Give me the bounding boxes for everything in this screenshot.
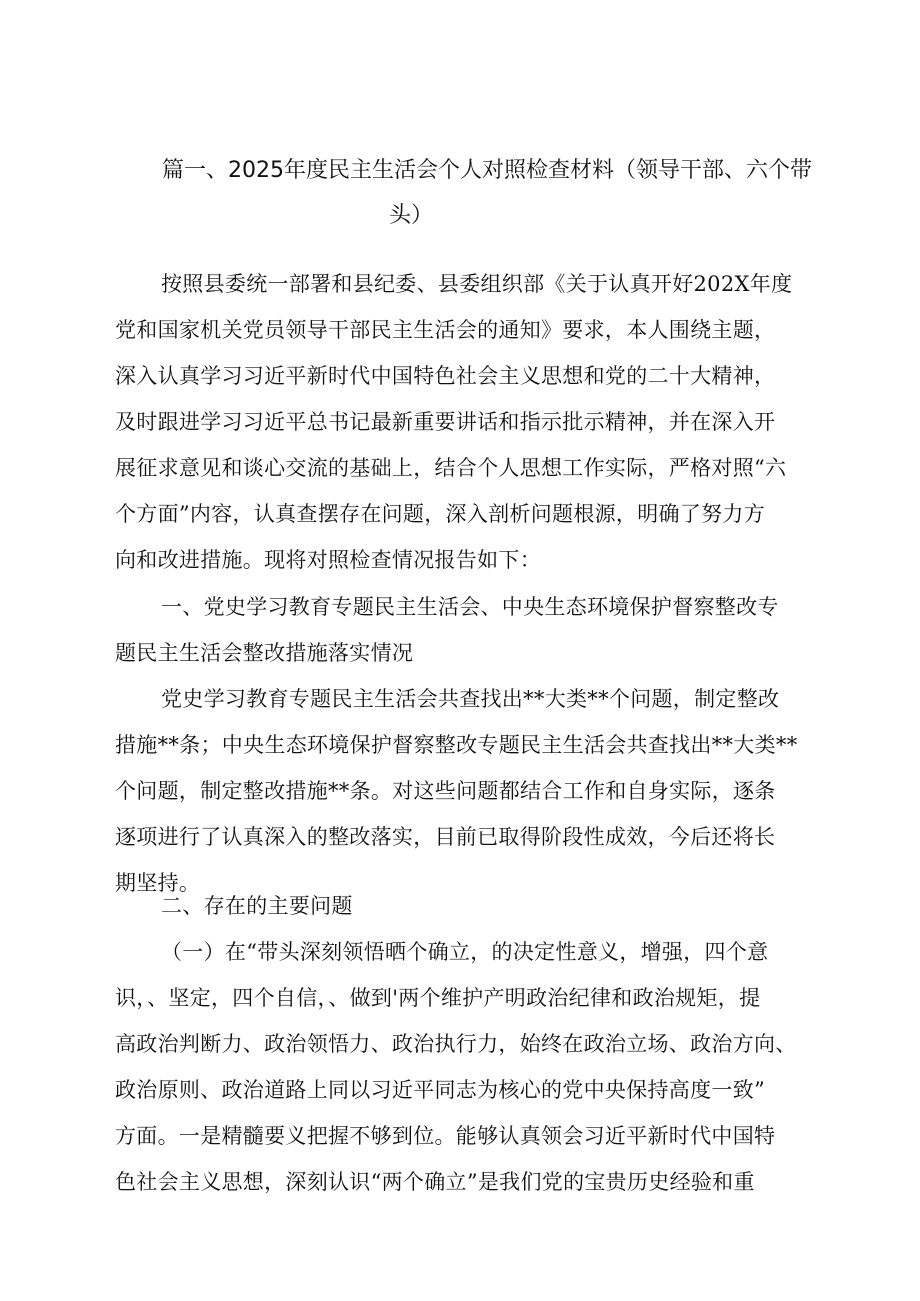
section-1-heading-line: 一、党史学习教育专题民主生活会、中央生态环境保护督察整改专	[161, 595, 779, 619]
section-2-heading-line: 二、存在的主要问题	[161, 894, 353, 918]
intro-line: 及时跟进学习习近平总书记最新重要讲话和指示批示精神，并在深入开	[115, 410, 776, 434]
section-1-line: 个问题，制定整改措施**条。对这些问题都结合工作和自身实际，逐条	[115, 779, 776, 803]
section-2-paragraph	[115, 929, 845, 1205]
section-2-line: 高政治判断力、政治领悟力、政治执行力，始终在政治立场、政治方向、	[115, 1032, 797, 1056]
intro-line: 党和国家机关党员领导干部民主生活会的通知》要求，本人围绕主题，	[115, 318, 776, 342]
section-2-line: 政治原则、政治道路上同以习近平同志为核心的党中央保持高度一致”	[115, 1078, 766, 1102]
section-2-line: 识，、坚定，四个自信，、做到'两个维护产明政治纪律和政治规矩，提	[115, 986, 761, 1010]
section-2-line: （一）在“带头深刻领悟晒个确立，的决定性意义，增强，四个意	[161, 940, 769, 964]
title-line-1: 篇一、2025年度民主生活会个人对照检查材料（领导干部、六个带	[162, 158, 812, 183]
title-line-2: 头）	[389, 203, 434, 228]
section-1-heading-line: 题民主生活会整改措施落实情况	[115, 641, 414, 665]
intro-line: 向和改进措施。现将对照检查情况报告如下：	[115, 548, 541, 572]
intro-paragraph	[115, 261, 845, 583]
document-title	[162, 148, 852, 238]
section-1-line: 逐项进行了认真深入的整改落实，目前已取得阶段性成效，今后还将长	[115, 825, 776, 849]
intro-line: 个方面”内容，认真查摆存在问题，深入剖析问题根源，明确了努力方	[115, 502, 766, 526]
intro-line: 深入认真学习习近平新时代中国特色社会主义思想和党的二十大精神，	[115, 364, 776, 388]
intro-line: 展征求意见和谈心交流的基础上，结合个人思想工作实际，严格对照“六	[115, 456, 787, 480]
section-2-heading	[115, 883, 845, 929]
section-1-heading	[115, 584, 845, 676]
intro-line: 按照县委统一部署和县纪委、县委组织部《关于认真开好202X年度	[161, 272, 793, 296]
section-2-line: 方面。一是精髓要义把握不够到位。能够认真领会习近平新时代中国特	[115, 1124, 776, 1148]
section-1-paragraph	[115, 676, 845, 906]
section-2-line: 色社会主义思想，深刻认识“两个确立”是我们党的宝贵历史经验和重	[115, 1170, 755, 1194]
section-1-line: 期坚持。	[115, 871, 201, 895]
section-1-line: 措施**条；中央生态环境保护督察整改专题民主生活会共查找出**大类**	[115, 733, 798, 757]
section-1-line: 党史学习教育专题民主生活会共查找出**大类**个问题，制定整改	[161, 687, 780, 711]
